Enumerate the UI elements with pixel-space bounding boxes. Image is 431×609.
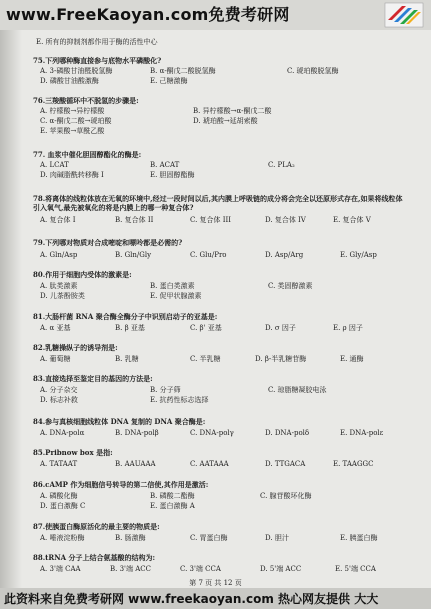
q78-option-e: E. 复合体 V xyxy=(333,216,371,224)
q88-option-c: C. 3'端 CCA xyxy=(180,565,221,573)
q80-option-c: C. 类固醇激素 xyxy=(268,282,313,290)
q87-option-e: E. 胰蛋白酶 xyxy=(340,534,378,542)
q87-option-d: D. 胆汁 xyxy=(265,534,289,542)
q83-option-a: A. 分子杂交 xyxy=(40,386,78,394)
question-77: 77. 血浆中催化胆固醇酯化的酶是: xyxy=(33,150,142,159)
q84-option-b: B. DNA-polβ xyxy=(115,429,159,437)
q87-option-c: C. 胃蛋白酶 xyxy=(190,534,228,542)
q78-option-d: D. 复合体 IV xyxy=(265,216,306,224)
q82-option-b: B. 乳糖 xyxy=(115,355,139,363)
q76-option-c: C. α-酮戊二酸→琥珀酸 xyxy=(40,117,112,125)
q75-option-b: B. α-酮戊二酸脱氢酶 xyxy=(150,67,216,75)
q76-option-a: A. 柠檬酸→异柠檬酸 xyxy=(40,107,105,115)
q75-option-e: E. 己糖激酶 xyxy=(150,77,188,85)
q83-option-c: C. 琼脂糖凝胶电泳 xyxy=(268,386,327,394)
q78-option-b: B. 复合体 II xyxy=(115,216,154,224)
q80-option-b: B. 蛋白类激素 xyxy=(150,282,195,290)
q78-option-c: C. 复合体 III xyxy=(190,216,232,224)
question-86: 86.cAMP 作为细胞信号转导的第二信使,其作用是激活: xyxy=(33,480,209,489)
q82-option-d: D. β-半乳糖苷酶 xyxy=(255,355,307,363)
q88-option-e: E. 5'端 CCA xyxy=(335,565,376,573)
q81-option-a: A. α 亚基 xyxy=(40,324,71,332)
q80-option-e: E. 促甲状腺激素 xyxy=(150,292,202,300)
q79-option-a: A. Gln/Asp xyxy=(40,251,78,259)
q84-option-a: A. DNA-polα xyxy=(40,429,85,437)
q85-option-b: B. AAUAAA xyxy=(115,460,156,468)
q76-option-d: D. 琥珀酸→延胡索酸 xyxy=(193,117,258,125)
question-88: 88.tRNA 分子上结合氨基酸的结构为: xyxy=(33,553,156,562)
q79-option-d: D. Asp/Arg xyxy=(265,251,304,259)
q83-option-b: B. 分子筛 xyxy=(150,386,181,394)
q88-option-a: A. 3'端 CAA xyxy=(40,565,81,573)
q77-option-c: C. PLA₂ xyxy=(268,161,295,169)
q81-option-c: C. β' 亚基 xyxy=(190,324,222,332)
footer-banner-text[interactable]: 此资料来自免费考研网 www.freekaoyan.com 热心网友提供 大大 xyxy=(4,592,379,606)
q80-option-a: A. 肽类激素 xyxy=(40,282,78,290)
question-78: 78.将离体的线粒体放在无氧的环境中,经过一段时间以后,其内膜上呼吸链的成分将会完全以还原形式存在,如果将线粒体引入氧气,最先被氧化的将是内膜上的哪一种复合体? xyxy=(33,194,403,212)
question-75: 75.下列哪种酶直接参与底物水平磷酸化? xyxy=(33,56,162,65)
q81-option-e: E. ρ 因子 xyxy=(333,324,363,332)
q79-option-e: E. Gly/Asp xyxy=(340,251,377,259)
q82-option-c: C. 半乳糖 xyxy=(190,355,221,363)
question-79: 79.下列哪对物质对合成嘧啶和嘌呤都是必需的? xyxy=(33,238,183,247)
q80-option-d: D. 儿茶酚胺类 xyxy=(40,292,85,300)
question-87: 87.使胰蛋白酶原活化的最主要的物质是: xyxy=(33,522,160,531)
q84-option-c: C. DNA-polγ xyxy=(190,429,234,437)
q77-option-d: D. 肉碱脂酰转移酶 I xyxy=(40,171,104,179)
q84-option-e: E. DNA-polε xyxy=(340,429,384,437)
q88-option-d: D. 5'端 ACC xyxy=(260,565,302,573)
q83-option-d: D. 标志补救 xyxy=(40,396,78,404)
q77-option-a: A. LCAT xyxy=(40,161,69,169)
q85-option-d: D. TTGACA xyxy=(265,460,306,468)
q85-option-c: C. AATAAA xyxy=(190,460,229,468)
q85-option-e: E. TAAGGC xyxy=(333,460,374,468)
q81-option-b: B. β 亚基 xyxy=(115,324,145,332)
question-85: 85.Pribnow box 是指: xyxy=(33,448,113,457)
question-76: 76.三羧酸循环中不脱氢的步骤是: xyxy=(33,96,139,105)
question-80: 80.作用于细胞内受体的激素是: xyxy=(33,270,132,279)
q87-option-b: B. 肠激酶 xyxy=(115,534,146,542)
q79-option-b: B. Gln/Gly xyxy=(115,251,152,259)
q77-option-e: E. 胆固醇酯酶 xyxy=(150,171,195,179)
question-82: 82.乳糖操纵子的诱导剂是: xyxy=(33,343,118,352)
site-url[interactable]: www.FreeKaoyan.com免费考研网 xyxy=(6,5,290,24)
q88-option-b: B. 3'端 ACC xyxy=(110,565,151,573)
q87-option-a: A. 唾液淀粉酶 xyxy=(40,534,85,542)
q86-option-b: B. 磷酸二酯酶 xyxy=(150,492,195,500)
q83-option-e: E. 抗药性标志选择 xyxy=(150,396,209,404)
q82-option-a: A. 葡萄糖 xyxy=(40,355,71,363)
q86-option-a: A. 磷酸化酶 xyxy=(40,492,78,500)
q82-option-e: E. 通酶 xyxy=(340,355,364,363)
q81-option-d: D. σ 因子 xyxy=(265,324,296,332)
intro-line: E. 所有的抑制剂都作用于酶的活性中心 xyxy=(36,38,158,46)
scan-shadow xyxy=(0,30,22,609)
q75-option-c: C. 琥珀酸脱氢酶 xyxy=(287,67,339,75)
q86-option-d: D. 蛋白激酶 C xyxy=(40,502,86,510)
q76-option-b: B. 异柠檬酸→α-酮戊二酸 xyxy=(193,107,272,115)
question-81: 81.大肠杆菌 RNA 聚合酶全酶分子中识别启动子的亚基是: xyxy=(33,312,218,321)
q86-option-c: C. 腺苷酸环化酶 xyxy=(260,492,312,500)
question-84: 84.参与真核细胞线粒体 DNA 复制的 DNA 聚合酶是: xyxy=(33,417,206,426)
question-83: 83.直接选择至鉴定目的基因的方法是: xyxy=(33,374,153,383)
q76-option-e: E. 苹果酸→草酰乙酸 xyxy=(40,127,105,135)
page-number: 第 7 页 共 12 页 xyxy=(189,579,242,587)
q84-option-d: D. DNA-polδ xyxy=(265,429,310,437)
q79-option-c: C. Glu/Pro xyxy=(190,251,227,259)
q77-option-b: B. ACAT xyxy=(150,161,180,169)
q75-option-d: D. 磷酸甘油酸激酶 xyxy=(40,77,99,85)
q85-option-a: A. TATAAT xyxy=(40,460,78,468)
site-logo-icon xyxy=(384,2,424,28)
q86-option-e: E. 蛋白激酶 A xyxy=(150,502,195,510)
q78-option-a: A. 复合体 I xyxy=(40,216,76,224)
q75-option-a: A. 3-磷酸甘油醛脱氢酶 xyxy=(40,67,113,75)
